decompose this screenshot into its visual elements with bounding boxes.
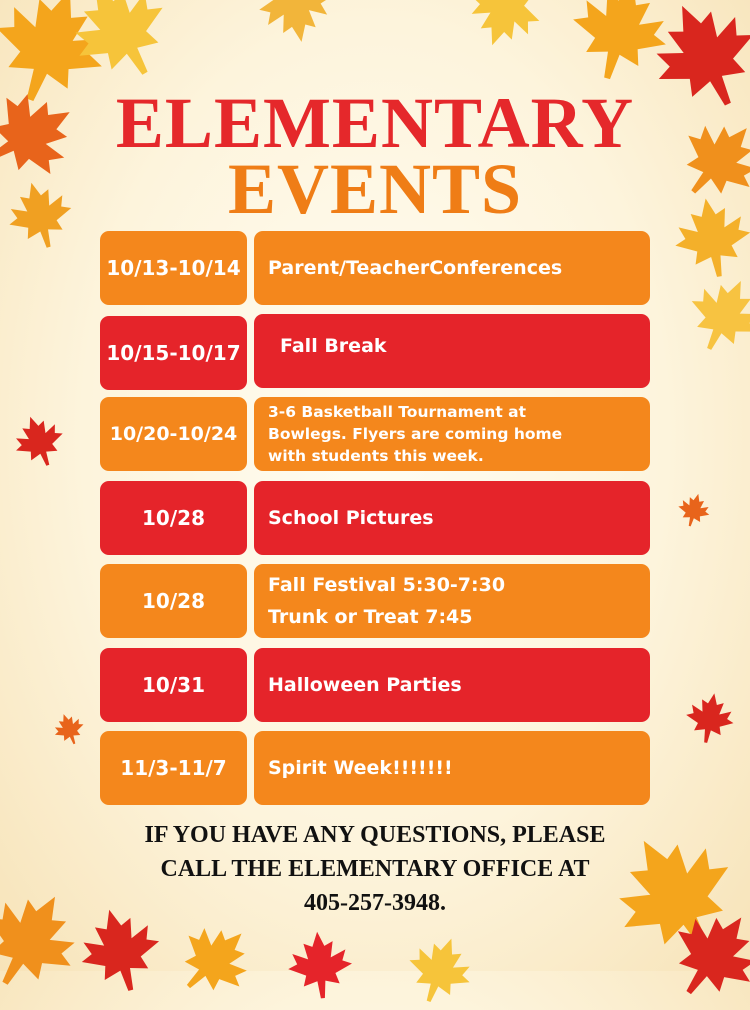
- event-date: 10/28: [100, 564, 247, 638]
- title-line-1: ELEMENTARY: [115, 83, 635, 163]
- maple-leaf-icon: [170, 915, 260, 1005]
- maple-leaf-icon: [674, 490, 714, 530]
- event-date: 10/28: [100, 481, 247, 555]
- event-description: [254, 314, 650, 388]
- maple-leaf-icon: [8, 410, 70, 472]
- event-row: [100, 648, 650, 722]
- event-line: 3-6 Basketball Tournament at: [268, 403, 526, 421]
- event-row: [100, 314, 650, 388]
- contact-phone: 405-257-3948.: [304, 890, 446, 916]
- maple-leaf-icon: [280, 925, 360, 1005]
- contact-line: IF YOU HAVE ANY QUESTIONS, PLEASE: [144, 822, 606, 848]
- maple-leaf-icon: [400, 930, 480, 1010]
- event-date: 10/31: [100, 648, 247, 722]
- maple-leaf-icon: [680, 688, 740, 748]
- maple-leaf-icon: [50, 710, 88, 748]
- maple-leaf-icon: [60, 0, 180, 90]
- event-date: 11/3-11/7: [100, 731, 247, 805]
- event-date: 10/15-10/17: [100, 316, 247, 390]
- event-date: 10/20-10/24: [100, 397, 247, 471]
- event-line: Trunk or Treat 7:45: [268, 606, 473, 628]
- event-description: [254, 231, 650, 305]
- event-row: [100, 564, 650, 638]
- event-row: [100, 231, 650, 305]
- event-description: [254, 397, 650, 471]
- event-row: [100, 397, 650, 471]
- event-row: [100, 731, 650, 805]
- event-line: Parent/TeacherConferences: [268, 257, 563, 279]
- event-description: [254, 731, 650, 805]
- event-line: with students this week.: [268, 447, 484, 465]
- event-date: 10/13-10/14: [100, 231, 247, 305]
- event-line: Bowlegs. Flyers are coming home: [268, 425, 563, 443]
- event-line: Fall Break: [280, 335, 387, 357]
- contact-notice: [60, 818, 690, 920]
- event-line: Spirit Week!!!!!!!: [268, 757, 453, 779]
- event-description: [254, 564, 650, 638]
- contact-line: CALL THE ELEMENTARY OFFICE AT: [160, 856, 590, 882]
- event-row: [100, 481, 650, 555]
- event-description: [254, 648, 650, 722]
- title-line-2: EVENTS: [227, 149, 523, 229]
- maple-leaf-icon: [680, 270, 750, 360]
- event-description: [254, 481, 650, 555]
- event-line: School Pictures: [268, 507, 434, 529]
- maple-leaf-icon: [250, 0, 340, 50]
- event-line: Fall Festival 5:30-7:30: [268, 574, 506, 596]
- event-line: Halloween Parties: [268, 674, 462, 696]
- maple-leaf-icon: [460, 0, 550, 55]
